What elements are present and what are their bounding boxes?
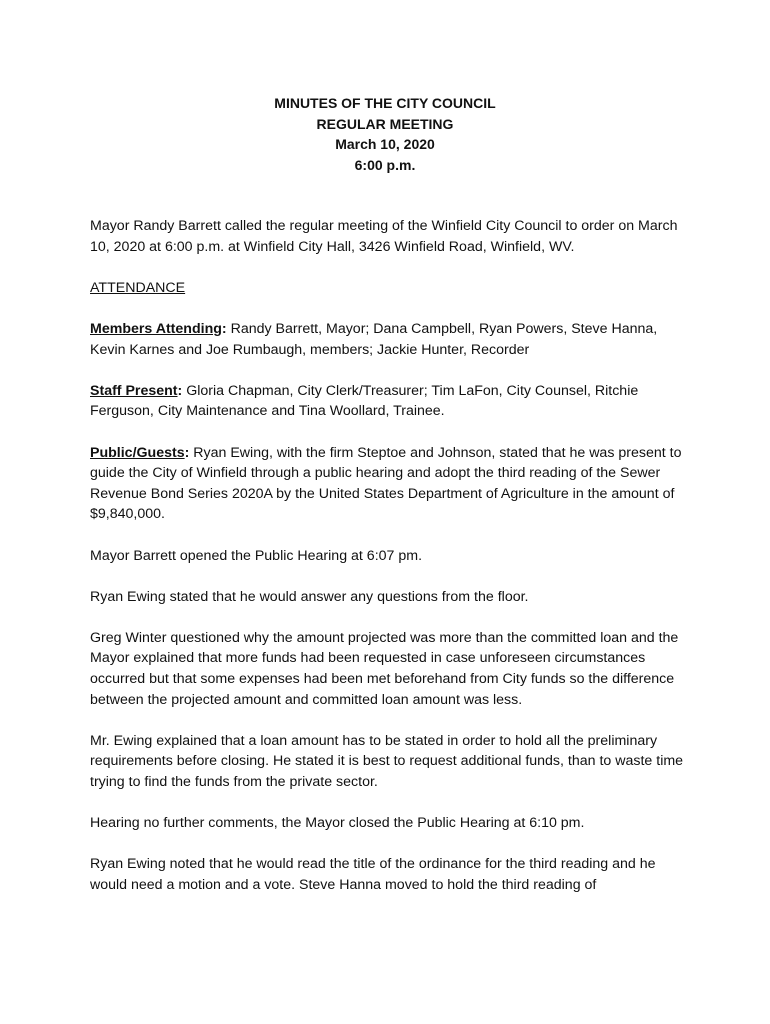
members-attending-label: Members Attending: [90, 320, 222, 337]
header-date: March 10, 2020: [335, 136, 435, 152]
header-title: MINUTES OF THE CITY COUNCIL: [274, 95, 496, 111]
members-attending-paragraph: [90, 319, 690, 360]
public-guests-colon: :: [184, 444, 190, 461]
loan-explanation-paragraph: Mr. Ewing explained that a loan amount has to be stated in order to hold all the preliminary requirements before closing. He stated it is best to request additional funds, than to waste time trying to find the funds from the private sector.: [90, 732, 684, 791]
public-guests-paragraph: [90, 443, 690, 525]
third-reading-paragraph: Ryan Ewing noted that he would read the title of the ordinance for the third reading and he would need a motion and a vote. Steve Hanna moved to hold the third reading of: [90, 856, 656, 893]
intro-paragraph: Mayor Randy Barrett called the regular meeting of the Winfield City Council to order on March 10, 2020 at 6:00 p.m. at Winfield City Hall, 3426 Winfield Road, Winfield, WV.: [90, 218, 678, 255]
staff-present-paragraph: [90, 381, 690, 422]
attendance-heading: ATTENDANCE: [90, 279, 186, 296]
document-header: [0, 93, 770, 175]
hearing-closed-paragraph: Hearing no further comments, the Mayor closed the Public Hearing at 6:10 pm.: [90, 815, 585, 832]
members-attending-colon: :: [221, 320, 227, 337]
public-guests-label: Public/Guests: [90, 444, 185, 461]
hearing-opened-paragraph: Mayor Barrett opened the Public Hearing at 6:07 pm.: [90, 547, 423, 564]
document-body: [90, 216, 690, 916]
staff-present-text: Gloria Chapman, City Clerk/Treasurer; Tim LaFon, City Counsel, Ritchie Ferguson, City Maintenance and Tina Woollard, Trainee.: [90, 382, 639, 420]
public-guests-text: Ryan Ewing, with the firm Steptoe and Johnson, stated that he was present to guide the City of Winfield through a public hearing and adopt the third reading of the Sewer Revenue Bond Series 2020A by the United States Department of Agriculture in the amount of $9,840,000.: [90, 444, 682, 523]
staff-present-label: Staff Present: [90, 382, 178, 399]
loan-question-paragraph: Greg Winter questioned why the amount projected was more than the committed loan and the Mayor explained that more funds had been requested in case unforeseen circumstances occurred but that some expenses had been met beforehand from City funds so the difference between the projected amount and committed loan amount was less.: [90, 629, 679, 708]
staff-present-colon: :: [177, 382, 183, 399]
header-time: 6:00 p.m.: [354, 156, 416, 173]
questions-paragraph: Ryan Ewing stated that he would answer any questions from the floor.: [90, 588, 529, 605]
header-meeting-type: REGULAR MEETING: [316, 115, 454, 132]
members-attending-text: Randy Barrett, Mayor; Dana Campbell, Ryan Powers, Steve Hanna, Kevin Karnes and Joe Rumbaugh, members; Jackie Hunter, Recorder: [90, 320, 658, 358]
